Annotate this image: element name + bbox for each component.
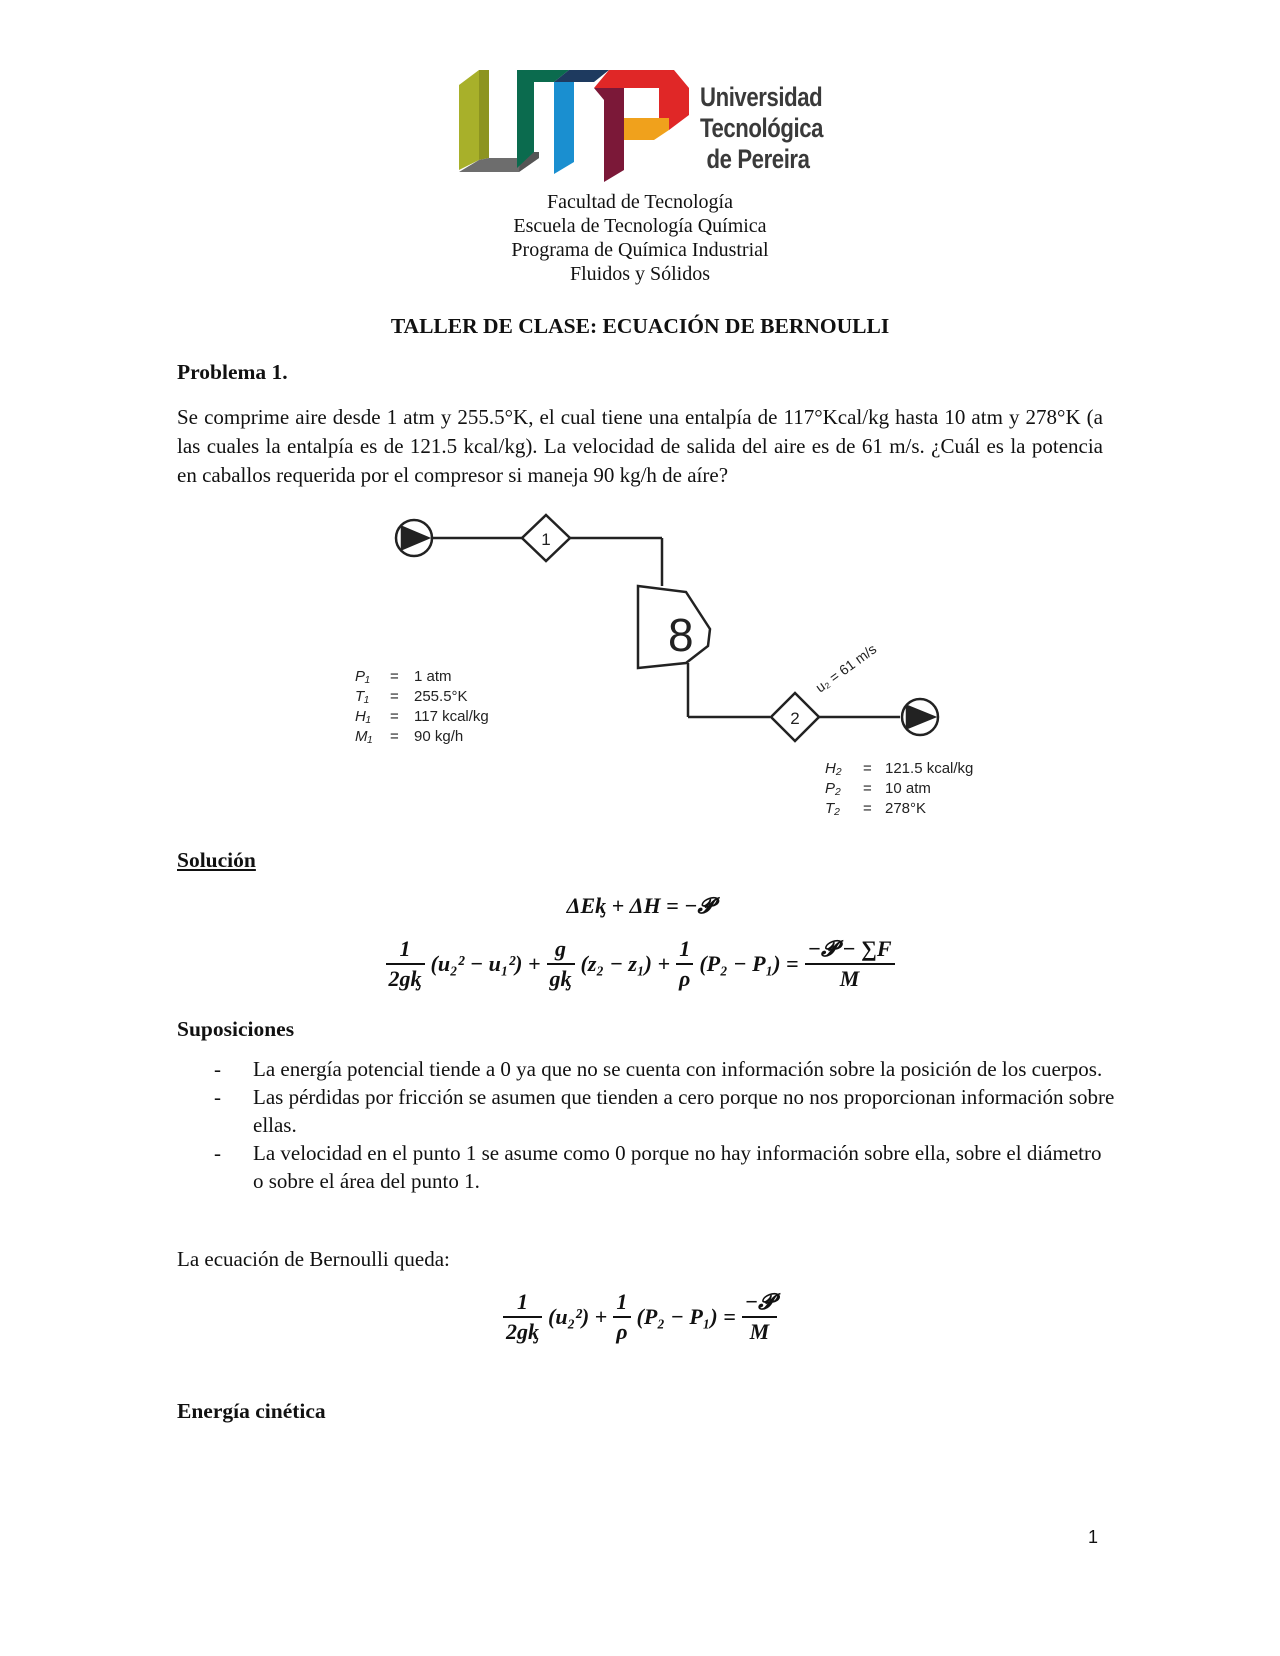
energy-balance-equation: ΔEᶄ + ΔH = −𝓟 — [566, 893, 714, 918]
svg-text:1 atm: 1 atm — [414, 668, 452, 685]
list-item: - La energía potencial tiende a 0 ya que no se cuenta con información sobre la posición de los cuerpos. — [214, 1057, 1103, 1081]
velocity-label: u₂ = 61 m/s — [812, 640, 880, 696]
bernoulli-equation: $\frac{1}{\text{2gᶄ}}$ (u₂²) + $\frac{1}{\rho}$ (P₂ − P₁) = $\frac{\text{−𝓟}}{M}$ — [0, 1288, 1280, 1346]
svg-text:T₂: T₂ — [825, 800, 840, 817]
university-name — [700, 82, 823, 175]
logo-line-1: Universidad — [700, 82, 823, 112]
mechanical-energy-equation: $\frac{1}{\text{2gᶄ}}$ (u₂² − u₁²) + $\frac{g}{\text{gᶄ}}$ (z₂ − z₁) + $\frac{1}{\rho}$ (P₂ − P₁) = $\frac{\text{−𝓟 − ∑F}}{M}$ — [0, 935, 1280, 993]
svg-text:=: = — [390, 708, 399, 725]
node-2-label: 2 — [790, 709, 800, 728]
logo-line-3: de Pereira — [706, 144, 810, 174]
svg-text:121.5 kcal/kg: 121.5 kcal/kg — [885, 760, 974, 777]
svg-text:M₁: M₁ — [355, 728, 373, 745]
svg-text:=: = — [863, 800, 872, 817]
faculty-line: Facultad de Tecnología — [547, 191, 733, 213]
assumptions-list — [177, 1055, 1117, 1195]
compressor-diagram — [350, 505, 1000, 825]
svg-text:P₁: P₁ — [355, 668, 370, 685]
svg-text:=: = — [863, 760, 872, 777]
course-line: Fluidos y Sólidos — [569, 263, 711, 285]
svg-text:P₂: P₂ — [825, 780, 841, 797]
compressor-symbol: 8 — [668, 609, 694, 661]
svg-text:90 kg/h: 90 kg/h — [414, 728, 464, 745]
list-item: - Las pérdidas por fricción se asumen que tienden a cero porque no nos proporcionan información sobre ellas. — [214, 1085, 1115, 1137]
svg-text:=: = — [863, 780, 872, 797]
problem-statement: Se comprime aire desde 1 atm y 255.5°K, el cual tiene una entalpía de 117°Kcal/kg hasta 10 atm y 278°K (a las cuales la entalpía es de 121.5 kcal/kg). La velocidad de salida del aire es de 61 m/s. ¿Cuál es la potencia en caballos requerida por el compresor si maneja 90 kg/h de aíre? — [177, 405, 1103, 487]
svg-text:=: = — [390, 728, 399, 745]
list-item: - La velocidad en el punto 1 se asume como 0 porque no hay información sobre ella, sobre el diámetro o sobre el área del punto 1. — [214, 1141, 1102, 1193]
bernoulli-intro: La ecuación de Bernoulli queda: — [177, 1247, 450, 1271]
program-line: Programa de Química Industrial — [511, 239, 769, 261]
svg-text:=: = — [390, 668, 399, 685]
svg-text:H₁: H₁ — [355, 708, 371, 725]
node-1-label: 1 — [541, 530, 551, 549]
outlet-conditions — [825, 760, 973, 817]
svg-text:278°K: 278°K — [885, 800, 927, 817]
svg-text:117 kcal/kg: 117 kcal/kg — [414, 708, 489, 725]
school-line: Escuela de Tecnología Química — [513, 215, 767, 237]
svg-text:=: = — [390, 688, 399, 705]
svg-text:255.5°K: 255.5°K — [414, 688, 468, 705]
assumptions-heading: Suposiciones — [177, 1017, 295, 1041]
problem-heading: Problema 1. — [177, 360, 288, 384]
logo-line-2: Tecnológica — [700, 113, 824, 143]
svg-text:10 atm: 10 atm — [885, 780, 931, 797]
svg-text:T₁: T₁ — [355, 688, 369, 705]
institution-lines — [0, 190, 1280, 286]
inlet-conditions — [355, 668, 489, 745]
kinetic-energy-heading: Energía cinética — [177, 1399, 326, 1423]
page-number: 1 — [1088, 1527, 1099, 1547]
svg-text:H₂: H₂ — [825, 760, 842, 777]
solution-heading: Solución — [177, 848, 256, 872]
page-title: TALLER DE CLASE: ECUACIÓN DE BERNOULLI — [390, 314, 890, 338]
